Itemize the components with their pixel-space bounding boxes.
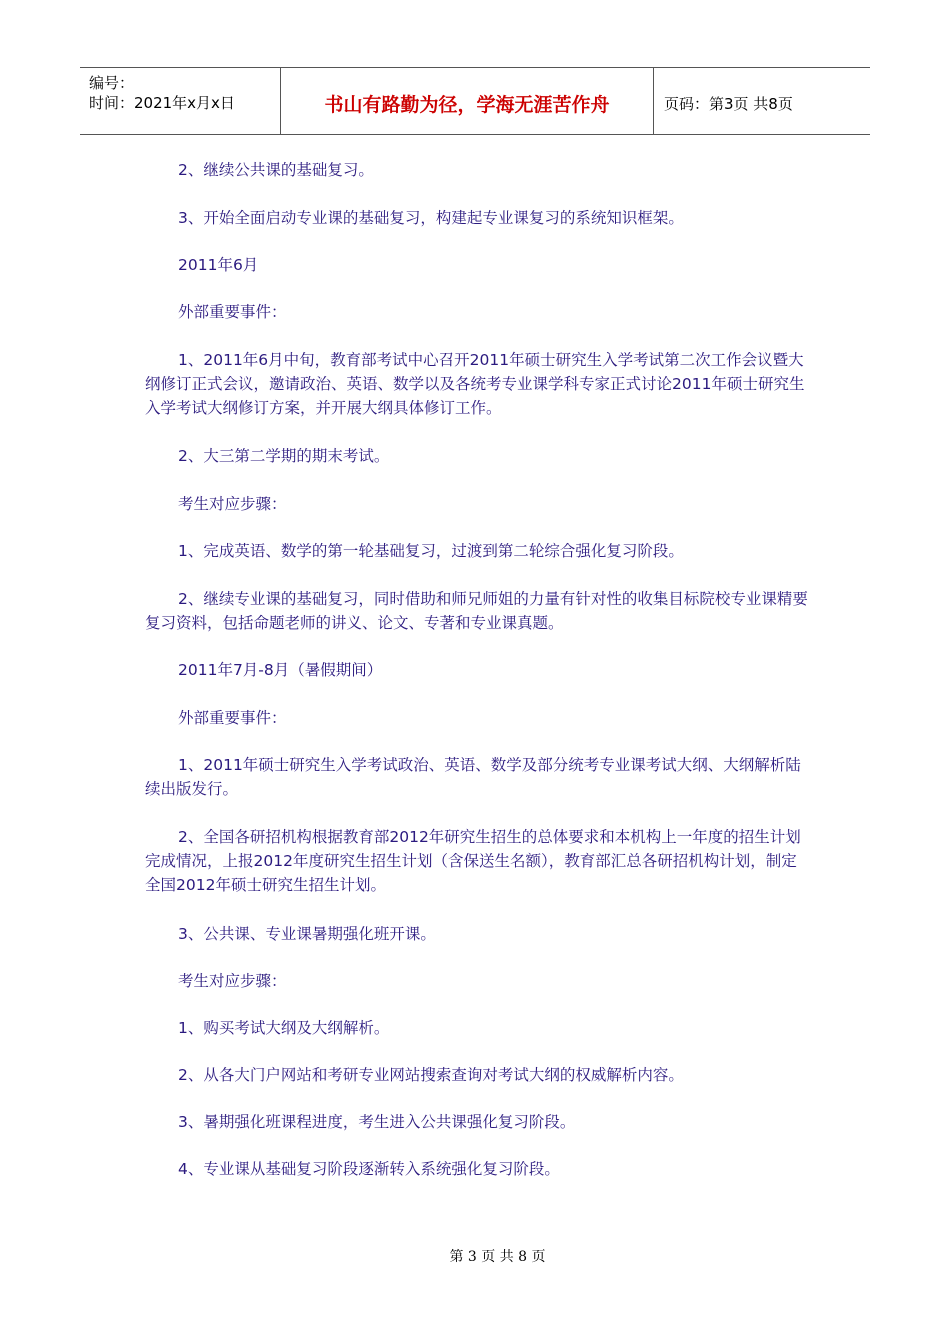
paragraph: 1、完成英语、数学的第一轮基础复习，过渡到第二轮综合强化复习阶段。 — [178, 542, 684, 560]
paragraph: 1、2011年6月中旬，教育部考试中心召开2011年硕士研究生入学考试第二次工作会议暨大纲修订正式会议，邀请政治、英语、数学以及各统考专业课学科专家正式讨论2011年硕士研究生入学考试大纲修订方案，并开展大纲具体修订工作。 — [145, 351, 805, 417]
paragraph: 3、开始全面启动专业课的基础复习，构建起专业课复习的系统知识框架。 — [178, 209, 684, 227]
paragraph: 2、从各大门户网站和考研专业网站搜索查询对考试大纲的权威解析内容。 — [178, 1066, 684, 1084]
paragraph: 1、购买考试大纲及大纲解析。 — [178, 1019, 390, 1037]
paragraph: 3、公共课、专业课暑期强化班开课。 — [178, 925, 436, 943]
header-number-label: 编号： — [89, 74, 135, 92]
paragraph: 外部重要事件： — [178, 303, 287, 321]
page-footer: 第 3 页 共 8 页 — [449, 1249, 546, 1265]
paragraph: 2、继续公共课的基础复习。 — [178, 161, 374, 179]
paragraph: 2、全国各研招机构根据教育部2012年研究生招生的总体要求和本机构上一年度的招生计划完成情况，上报2012年度研究生招生计划（含保送生名额），教育部汇总各研招机构计划，制定全国2012年硕士研究生招生计划。 — [145, 828, 801, 894]
paragraph: 考生对应步骤： — [178, 972, 287, 990]
paragraph: 3、暑期强化班课程进度，考生进入公共课强化复习阶段。 — [178, 1113, 576, 1131]
paragraph: 2、大三第二学期的期末考试。 — [178, 447, 390, 465]
paragraph: 2、继续专业课的基础复习，同时借助和师兄师姐的力量有针对性的收集目标院校专业课精要复习资料，包括命题老师的讲义、论文、专著和专业课真题。 — [145, 590, 808, 632]
header-page-label: 页码：第3页 共8页 — [664, 94, 793, 113]
page-header — [80, 67, 870, 135]
header-motto: 书山有路勤为径，学海无涯苦作舟 — [281, 68, 654, 134]
header-time-label: 时间：2021年x月x日 — [89, 94, 235, 112]
section-heading: 2011年6月 — [178, 256, 259, 274]
header-meta — [80, 68, 281, 134]
paragraph: 1、2011年硕士研究生入学考试政治、英语、数学及部分统考专业课考试大纲、大纲解析陆续出版发行。 — [145, 756, 801, 798]
paragraph: 4、专业课从基础复习阶段逐渐转入系统强化复习阶段。 — [178, 1160, 560, 1178]
paragraph: 外部重要事件： — [178, 709, 287, 727]
section-heading: 2011年7月-8月（暑假期间） — [178, 661, 383, 679]
paragraph: 考生对应步骤： — [178, 495, 287, 513]
